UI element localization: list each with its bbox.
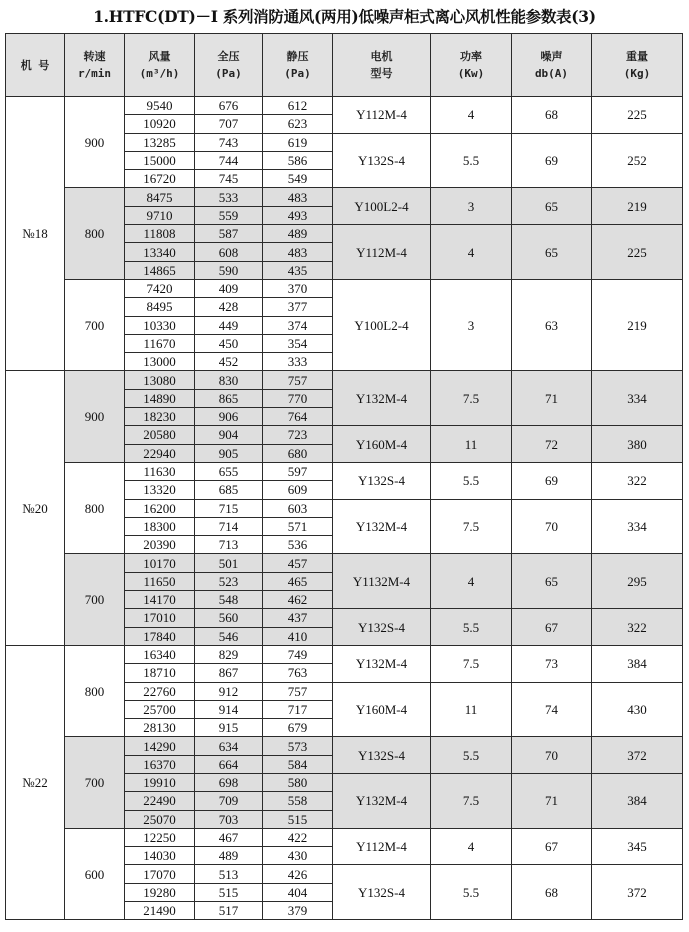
static-pressure-cell: 558 bbox=[263, 792, 333, 810]
motor-model-cell: Y132S-4 bbox=[333, 462, 431, 499]
static-pressure-cell: 435 bbox=[263, 261, 333, 279]
static-pressure-cell: 536 bbox=[263, 536, 333, 554]
static-pressure-cell: 354 bbox=[263, 334, 333, 352]
airflow-cell: 8495 bbox=[125, 298, 195, 316]
header-weight: 重量 (Kg) bbox=[592, 34, 683, 97]
table-row bbox=[6, 554, 683, 572]
airflow-cell: 10330 bbox=[125, 316, 195, 334]
total-pressure-cell: 559 bbox=[195, 206, 263, 224]
motor-model-cell: Y160M-4 bbox=[333, 426, 431, 463]
total-pressure-cell: 655 bbox=[195, 462, 263, 480]
total-pressure-cell: 452 bbox=[195, 353, 263, 371]
total-pressure-cell: 449 bbox=[195, 316, 263, 334]
airflow-cell: 9540 bbox=[125, 97, 195, 115]
static-pressure-cell: 430 bbox=[263, 847, 333, 865]
static-pressure-cell: 580 bbox=[263, 773, 333, 791]
airflow-cell: 22760 bbox=[125, 682, 195, 700]
airflow-cell: 10920 bbox=[125, 115, 195, 133]
noise-cell: 68 bbox=[512, 97, 592, 134]
noise-cell: 65 bbox=[512, 225, 592, 280]
motor-model-cell: Y100L2-4 bbox=[333, 188, 431, 225]
static-pressure-cell: 379 bbox=[263, 902, 333, 920]
static-pressure-cell: 515 bbox=[263, 810, 333, 828]
airflow-cell: 14170 bbox=[125, 591, 195, 609]
speed-cell: 900 bbox=[65, 371, 125, 462]
static-pressure-cell: 757 bbox=[263, 371, 333, 389]
power-cell: 4 bbox=[431, 225, 512, 280]
total-pressure-cell: 743 bbox=[195, 133, 263, 151]
table-row bbox=[6, 462, 683, 480]
airflow-cell: 19280 bbox=[125, 883, 195, 901]
noise-cell: 71 bbox=[512, 773, 592, 828]
airflow-cell: 28130 bbox=[125, 719, 195, 737]
airflow-cell: 16340 bbox=[125, 645, 195, 663]
weight-cell: 322 bbox=[592, 609, 683, 646]
motor-model-cell: Y132M-4 bbox=[333, 371, 431, 426]
airflow-cell: 16200 bbox=[125, 499, 195, 517]
noise-cell: 65 bbox=[512, 188, 592, 225]
table-body bbox=[6, 97, 683, 920]
airflow-cell: 20390 bbox=[125, 536, 195, 554]
static-pressure-cell: 586 bbox=[263, 151, 333, 169]
airflow-cell: 11808 bbox=[125, 225, 195, 243]
power-cell: 7.5 bbox=[431, 499, 512, 554]
airflow-cell: 8475 bbox=[125, 188, 195, 206]
motor-model-cell: Y112M-4 bbox=[333, 828, 431, 865]
static-pressure-cell: 404 bbox=[263, 883, 333, 901]
airflow-cell: 17010 bbox=[125, 609, 195, 627]
airflow-cell: 10170 bbox=[125, 554, 195, 572]
weight-cell: 219 bbox=[592, 188, 683, 225]
weight-cell: 372 bbox=[592, 737, 683, 774]
motor-model-cell: Y132S-4 bbox=[333, 737, 431, 774]
airflow-cell: 18230 bbox=[125, 408, 195, 426]
weight-cell: 322 bbox=[592, 462, 683, 499]
motor-model-cell: Y132S-4 bbox=[333, 865, 431, 920]
power-cell: 5.5 bbox=[431, 609, 512, 646]
total-pressure-cell: 914 bbox=[195, 700, 263, 718]
total-pressure-cell: 867 bbox=[195, 664, 263, 682]
static-pressure-cell: 370 bbox=[263, 279, 333, 297]
airflow-cell: 15000 bbox=[125, 151, 195, 169]
total-pressure-cell: 515 bbox=[195, 883, 263, 901]
total-pressure-cell: 865 bbox=[195, 389, 263, 407]
total-pressure-cell: 709 bbox=[195, 792, 263, 810]
header-total-pressure: 全压 (Pa) bbox=[195, 34, 263, 97]
total-pressure-cell: 685 bbox=[195, 481, 263, 499]
motor-model-cell: Y112M-4 bbox=[333, 225, 431, 280]
weight-cell: 295 bbox=[592, 554, 683, 609]
table-row bbox=[6, 737, 683, 755]
static-pressure-cell: 462 bbox=[263, 591, 333, 609]
airflow-cell: 16720 bbox=[125, 170, 195, 188]
airflow-cell: 17840 bbox=[125, 627, 195, 645]
power-cell: 5.5 bbox=[431, 133, 512, 188]
noise-cell: 70 bbox=[512, 499, 592, 554]
power-cell: 5.5 bbox=[431, 865, 512, 920]
header-static-pressure: 静压 (Pa) bbox=[263, 34, 333, 97]
airflow-cell: 11630 bbox=[125, 462, 195, 480]
motor-model-cell: Y132M-4 bbox=[333, 645, 431, 682]
static-pressure-cell: 723 bbox=[263, 426, 333, 444]
total-pressure-cell: 428 bbox=[195, 298, 263, 316]
airflow-cell: 18300 bbox=[125, 517, 195, 535]
power-cell: 5.5 bbox=[431, 462, 512, 499]
airflow-cell: 13000 bbox=[125, 353, 195, 371]
weight-cell: 372 bbox=[592, 865, 683, 920]
noise-cell: 69 bbox=[512, 462, 592, 499]
table-row bbox=[6, 97, 683, 115]
static-pressure-cell: 410 bbox=[263, 627, 333, 645]
noise-cell: 67 bbox=[512, 828, 592, 865]
motor-model-cell: Y132M-4 bbox=[333, 773, 431, 828]
motor-model-cell: Y112M-4 bbox=[333, 97, 431, 134]
airflow-cell: 9710 bbox=[125, 206, 195, 224]
weight-cell: 345 bbox=[592, 828, 683, 865]
airflow-cell: 22940 bbox=[125, 444, 195, 462]
airflow-cell: 21490 bbox=[125, 902, 195, 920]
power-cell: 4 bbox=[431, 828, 512, 865]
power-cell: 7.5 bbox=[431, 645, 512, 682]
total-pressure-cell: 548 bbox=[195, 591, 263, 609]
speed-cell: 700 bbox=[65, 279, 125, 370]
table-row bbox=[6, 371, 683, 389]
motor-model-cell: Y132M-4 bbox=[333, 499, 431, 554]
static-pressure-cell: 457 bbox=[263, 554, 333, 572]
speed-cell: 700 bbox=[65, 737, 125, 828]
static-pressure-cell: 603 bbox=[263, 499, 333, 517]
power-cell: 4 bbox=[431, 97, 512, 134]
airflow-cell: 7420 bbox=[125, 279, 195, 297]
motor-model-cell: Y132S-4 bbox=[333, 609, 431, 646]
motor-model-cell: Y100L2-4 bbox=[333, 279, 431, 370]
total-pressure-cell: 676 bbox=[195, 97, 263, 115]
weight-cell: 430 bbox=[592, 682, 683, 737]
total-pressure-cell: 489 bbox=[195, 847, 263, 865]
total-pressure-cell: 698 bbox=[195, 773, 263, 791]
table-row bbox=[6, 279, 683, 297]
static-pressure-cell: 764 bbox=[263, 408, 333, 426]
airflow-cell: 11670 bbox=[125, 334, 195, 352]
noise-cell: 73 bbox=[512, 645, 592, 682]
airflow-cell: 16370 bbox=[125, 755, 195, 773]
speed-cell: 900 bbox=[65, 97, 125, 188]
noise-cell: 74 bbox=[512, 682, 592, 737]
weight-cell: 384 bbox=[592, 645, 683, 682]
static-pressure-cell: 483 bbox=[263, 243, 333, 261]
total-pressure-cell: 904 bbox=[195, 426, 263, 444]
static-pressure-cell: 680 bbox=[263, 444, 333, 462]
machine-no-cell: №18 bbox=[6, 97, 65, 371]
total-pressure-cell: 634 bbox=[195, 737, 263, 755]
motor-model-cell: Y160M-4 bbox=[333, 682, 431, 737]
airflow-cell: 19910 bbox=[125, 773, 195, 791]
speed-cell: 800 bbox=[65, 645, 125, 736]
static-pressure-cell: 483 bbox=[263, 188, 333, 206]
total-pressure-cell: 450 bbox=[195, 334, 263, 352]
power-cell: 5.5 bbox=[431, 737, 512, 774]
static-pressure-cell: 489 bbox=[263, 225, 333, 243]
header-motor-model: 电机 型号 bbox=[333, 34, 431, 97]
total-pressure-cell: 830 bbox=[195, 371, 263, 389]
total-pressure-cell: 501 bbox=[195, 554, 263, 572]
table-row bbox=[6, 828, 683, 846]
total-pressure-cell: 533 bbox=[195, 188, 263, 206]
total-pressure-cell: 703 bbox=[195, 810, 263, 828]
machine-no-cell: №20 bbox=[6, 371, 65, 645]
power-cell: 7.5 bbox=[431, 773, 512, 828]
static-pressure-cell: 757 bbox=[263, 682, 333, 700]
static-pressure-cell: 623 bbox=[263, 115, 333, 133]
weight-cell: 225 bbox=[592, 225, 683, 280]
total-pressure-cell: 560 bbox=[195, 609, 263, 627]
noise-cell: 69 bbox=[512, 133, 592, 188]
total-pressure-cell: 829 bbox=[195, 645, 263, 663]
total-pressure-cell: 715 bbox=[195, 499, 263, 517]
static-pressure-cell: 770 bbox=[263, 389, 333, 407]
total-pressure-cell: 664 bbox=[195, 755, 263, 773]
static-pressure-cell: 717 bbox=[263, 700, 333, 718]
airflow-cell: 13080 bbox=[125, 371, 195, 389]
airflow-cell: 25700 bbox=[125, 700, 195, 718]
static-pressure-cell: 465 bbox=[263, 572, 333, 590]
header-machine-no: 机 号 bbox=[6, 34, 65, 97]
static-pressure-cell: 749 bbox=[263, 645, 333, 663]
static-pressure-cell: 573 bbox=[263, 737, 333, 755]
noise-cell: 71 bbox=[512, 371, 592, 426]
total-pressure-cell: 714 bbox=[195, 517, 263, 535]
static-pressure-cell: 597 bbox=[263, 462, 333, 480]
airflow-cell: 14890 bbox=[125, 389, 195, 407]
static-pressure-cell: 437 bbox=[263, 609, 333, 627]
total-pressure-cell: 906 bbox=[195, 408, 263, 426]
total-pressure-cell: 513 bbox=[195, 865, 263, 883]
total-pressure-cell: 905 bbox=[195, 444, 263, 462]
airflow-cell: 25070 bbox=[125, 810, 195, 828]
total-pressure-cell: 912 bbox=[195, 682, 263, 700]
airflow-cell: 18710 bbox=[125, 664, 195, 682]
static-pressure-cell: 422 bbox=[263, 828, 333, 846]
speed-cell: 800 bbox=[65, 188, 125, 279]
airflow-cell: 13340 bbox=[125, 243, 195, 261]
power-cell: 3 bbox=[431, 279, 512, 370]
speed-cell: 700 bbox=[65, 554, 125, 645]
airflow-cell: 22490 bbox=[125, 792, 195, 810]
airflow-cell: 17070 bbox=[125, 865, 195, 883]
weight-cell: 334 bbox=[592, 371, 683, 426]
airflow-cell: 11650 bbox=[125, 572, 195, 590]
total-pressure-cell: 713 bbox=[195, 536, 263, 554]
table-row bbox=[6, 188, 683, 206]
noise-cell: 67 bbox=[512, 609, 592, 646]
total-pressure-cell: 409 bbox=[195, 279, 263, 297]
weight-cell: 225 bbox=[592, 97, 683, 134]
speed-cell: 600 bbox=[65, 828, 125, 919]
total-pressure-cell: 517 bbox=[195, 902, 263, 920]
noise-cell: 63 bbox=[512, 279, 592, 370]
static-pressure-cell: 374 bbox=[263, 316, 333, 334]
speed-cell: 800 bbox=[65, 462, 125, 553]
header-row bbox=[6, 34, 683, 97]
static-pressure-cell: 584 bbox=[263, 755, 333, 773]
weight-cell: 384 bbox=[592, 773, 683, 828]
page-title: 1.HTFC(DT)－Ⅰ 系列消防通风(两用)低噪声柜式离心风机性能参数表(3) bbox=[93, 7, 596, 26]
header-power: 功率 (Kw) bbox=[431, 34, 512, 97]
power-cell: 3 bbox=[431, 188, 512, 225]
machine-no-cell: №22 bbox=[6, 645, 65, 919]
power-cell: 11 bbox=[431, 426, 512, 463]
weight-cell: 380 bbox=[592, 426, 683, 463]
noise-cell: 70 bbox=[512, 737, 592, 774]
total-pressure-cell: 467 bbox=[195, 828, 263, 846]
performance-table bbox=[5, 33, 683, 920]
motor-model-cell: Y132S-4 bbox=[333, 133, 431, 188]
static-pressure-cell: 609 bbox=[263, 481, 333, 499]
static-pressure-cell: 377 bbox=[263, 298, 333, 316]
noise-cell: 65 bbox=[512, 554, 592, 609]
header-speed: 转速 r/min bbox=[65, 34, 125, 97]
power-cell: 11 bbox=[431, 682, 512, 737]
airflow-cell: 20580 bbox=[125, 426, 195, 444]
total-pressure-cell: 744 bbox=[195, 151, 263, 169]
airflow-cell: 14030 bbox=[125, 847, 195, 865]
static-pressure-cell: 333 bbox=[263, 353, 333, 371]
weight-cell: 219 bbox=[592, 279, 683, 370]
noise-cell: 72 bbox=[512, 426, 592, 463]
total-pressure-cell: 745 bbox=[195, 170, 263, 188]
noise-cell: 68 bbox=[512, 865, 592, 920]
static-pressure-cell: 549 bbox=[263, 170, 333, 188]
airflow-cell: 13285 bbox=[125, 133, 195, 151]
header-noise: 噪声 db(A) bbox=[512, 34, 592, 97]
total-pressure-cell: 546 bbox=[195, 627, 263, 645]
weight-cell: 334 bbox=[592, 499, 683, 554]
airflow-cell: 12250 bbox=[125, 828, 195, 846]
static-pressure-cell: 426 bbox=[263, 865, 333, 883]
static-pressure-cell: 679 bbox=[263, 719, 333, 737]
power-cell: 4 bbox=[431, 554, 512, 609]
total-pressure-cell: 608 bbox=[195, 243, 263, 261]
airflow-cell: 14865 bbox=[125, 261, 195, 279]
static-pressure-cell: 612 bbox=[263, 97, 333, 115]
total-pressure-cell: 915 bbox=[195, 719, 263, 737]
static-pressure-cell: 763 bbox=[263, 664, 333, 682]
total-pressure-cell: 587 bbox=[195, 225, 263, 243]
airflow-cell: 13320 bbox=[125, 481, 195, 499]
header-airflow: 风量 (m³/h) bbox=[125, 34, 195, 97]
static-pressure-cell: 493 bbox=[263, 206, 333, 224]
power-cell: 7.5 bbox=[431, 371, 512, 426]
static-pressure-cell: 571 bbox=[263, 517, 333, 535]
motor-model-cell: Y1132M-4 bbox=[333, 554, 431, 609]
static-pressure-cell: 619 bbox=[263, 133, 333, 151]
total-pressure-cell: 523 bbox=[195, 572, 263, 590]
total-pressure-cell: 707 bbox=[195, 115, 263, 133]
weight-cell: 252 bbox=[592, 133, 683, 188]
total-pressure-cell: 590 bbox=[195, 261, 263, 279]
table-row bbox=[6, 645, 683, 663]
airflow-cell: 14290 bbox=[125, 737, 195, 755]
